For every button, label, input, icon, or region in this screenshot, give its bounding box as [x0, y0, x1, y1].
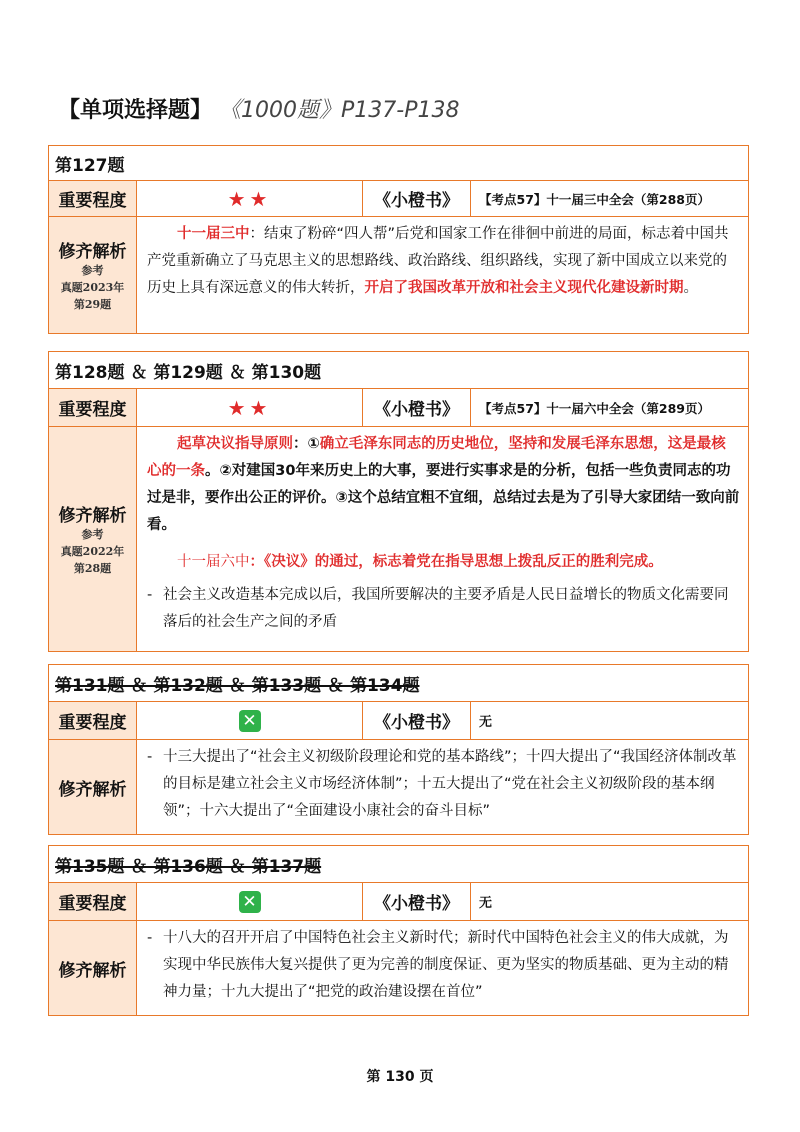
importance-label: 重要程度 [49, 181, 137, 217]
key-term-2: 十一届六中 [177, 554, 250, 570]
analysis-label: 修齐解析 [49, 921, 137, 1016]
analysis-content [137, 740, 749, 835]
question-block-131-134 [48, 664, 748, 835]
ref-sub-1: 参考 [81, 264, 104, 277]
dash-note-text: 十三大提出了“社会主义初级阶段理论和党的基本路线”；十四大提出了“我国经济体制改革的目标是建立社会主义市场经济体制”；十五大提出了“党在社会主义初级阶段的基本纲领”；十六大提出了“全面建设小康社会的奋斗目标” [163, 749, 737, 819]
question-title: 第128题 ＆ 第129题 ＆ 第130题 [49, 352, 749, 389]
dash-note: - 十三大提出了“社会主义初级阶段理论和党的基本路线”；十四大提出了“我国经济体制改革的目标是建立社会主义市场经济体制”；十五大提出了“党在社会主义初级阶段的基本纲领”；十六大提出了“全面建设小康社会的奋斗目标” [147, 744, 740, 825]
cross-mark-icon: ✕ [239, 891, 261, 913]
question-title: 第127题 [49, 146, 749, 181]
question-title [49, 665, 749, 702]
importance-label: 重要程度 [49, 883, 137, 921]
importance-cell [137, 702, 363, 740]
analysis-end: 。 [683, 280, 698, 296]
analysis-content [137, 427, 749, 652]
question-block-128-130 [48, 351, 748, 652]
key-conclusion: 确立毛泽东同志的历史地位，坚持和发展毛泽东思想，这是最核心的一条 [147, 436, 726, 479]
book-label: 《小橙书》 [363, 389, 471, 427]
key-conclusion-2: ：《决议》的通过，标志着党在指导思想上拨乱反正的胜利完成。 [249, 554, 663, 570]
exam-point-ref: 【考点57】十一届六中全会（第289页） [471, 389, 749, 427]
ref-sub-3: 第28题 [73, 562, 112, 575]
book-label: 《小橙书》 [363, 181, 471, 217]
cross-mark-icon: ✕ [239, 710, 261, 732]
analysis-label: 修齐解析 [49, 740, 137, 835]
dash-note: - 社会主义改造基本完成以后，我国所要解决的主要矛盾是人民日益增长的物质文化需要同落后的社会生产之间的矛盾 [147, 582, 740, 636]
question-title [49, 846, 749, 883]
importance-cell [137, 883, 363, 921]
question-title-text: 第135题 ＆ 第136题 ＆ 第137题 [55, 856, 322, 877]
analysis-label-cell [49, 217, 137, 334]
ref-sub-2: 真题2022年 [60, 545, 125, 558]
key-term: 起草决议指导原则 [177, 436, 293, 452]
key-conclusion: 开启了我国改革开放和社会主义现代化建设新时期 [364, 280, 684, 296]
book-label: 《小橙书》 [363, 702, 471, 740]
ref-sub-3: 第29题 [73, 298, 112, 311]
importance-stars: ★★ [137, 181, 363, 217]
importance-stars: ★★ [137, 389, 363, 427]
dash-note-text: 社会主义改造基本完成以后，我国所要解决的主要矛盾是人民日益增长的物质文化需要同落后的社会生产之间的矛盾 [163, 587, 729, 630]
ref-sub-1: 参考 [81, 528, 104, 541]
question-block-135-137 [48, 845, 748, 1016]
key-term: 十一届三中 [177, 226, 250, 242]
dash-note: - 十八大的召开开启了中国特色社会主义新时代；新时代中国特色社会主义的伟大成就，为实现中华民族伟大复兴提供了更为完善的制度保证、更为坚实的物质基础、更为主动的精神力量；十九大提出了“把党的政治建设摆在首位” [147, 925, 740, 1006]
book-label: 《小橙书》 [363, 883, 471, 921]
question-title-text: 第131题 ＆ 第132题 ＆ 第133题 ＆ 第134题 [55, 675, 420, 696]
page-number: 第 130 页 [366, 1069, 434, 1085]
source-reference: 《1000题》P137-P138 [219, 98, 460, 123]
analysis-label-cell [49, 427, 137, 652]
analysis-text: ：① [293, 436, 320, 452]
analysis-label: 修齐解析 [58, 242, 127, 262]
analysis-label: 修齐解析 [58, 506, 127, 526]
ref-sub-2: 真题2023年 [60, 281, 125, 294]
page-header [58, 93, 459, 124]
section-title: 【单项选择题】 [58, 98, 213, 123]
exam-point-ref: 无 [471, 883, 749, 921]
analysis-text: ：结束了粉碎“四人帮”后党和国家工作在徘徊中前进的局面，标志着中国共产党重新确立了马克思主义的思想路线、政治路线、组织路线，实现了新中国成立以来党的历史上具有深远意义的伟大转折， [147, 226, 729, 296]
analysis-content [137, 217, 749, 334]
analysis-content [137, 921, 749, 1016]
exam-point-ref: 【考点57】十一届三中全会（第288页） [471, 181, 749, 217]
exam-point-ref: 无 [471, 702, 749, 740]
dash-note-text: 十八大的召开开启了中国特色社会主义新时代；新时代中国特色社会主义的伟大成就，为实现中华民族伟大复兴提供了更为完善的制度保证、更为坚实的物质基础、更为主动的精神力量；十九大提出了“把党的政治建设摆在首位” [163, 930, 729, 1000]
analysis-end: 。②对建国30年来历史上的大事，要进行实事求是的分析，包括一些负责同志的功过是非，要作出公正的评价。③这个总结宜粗不宜细，总结过去是为了引导大家团结一致向前看。 [147, 463, 740, 533]
question-block-127 [48, 145, 748, 334]
importance-label: 重要程度 [49, 389, 137, 427]
importance-label: 重要程度 [49, 702, 137, 740]
